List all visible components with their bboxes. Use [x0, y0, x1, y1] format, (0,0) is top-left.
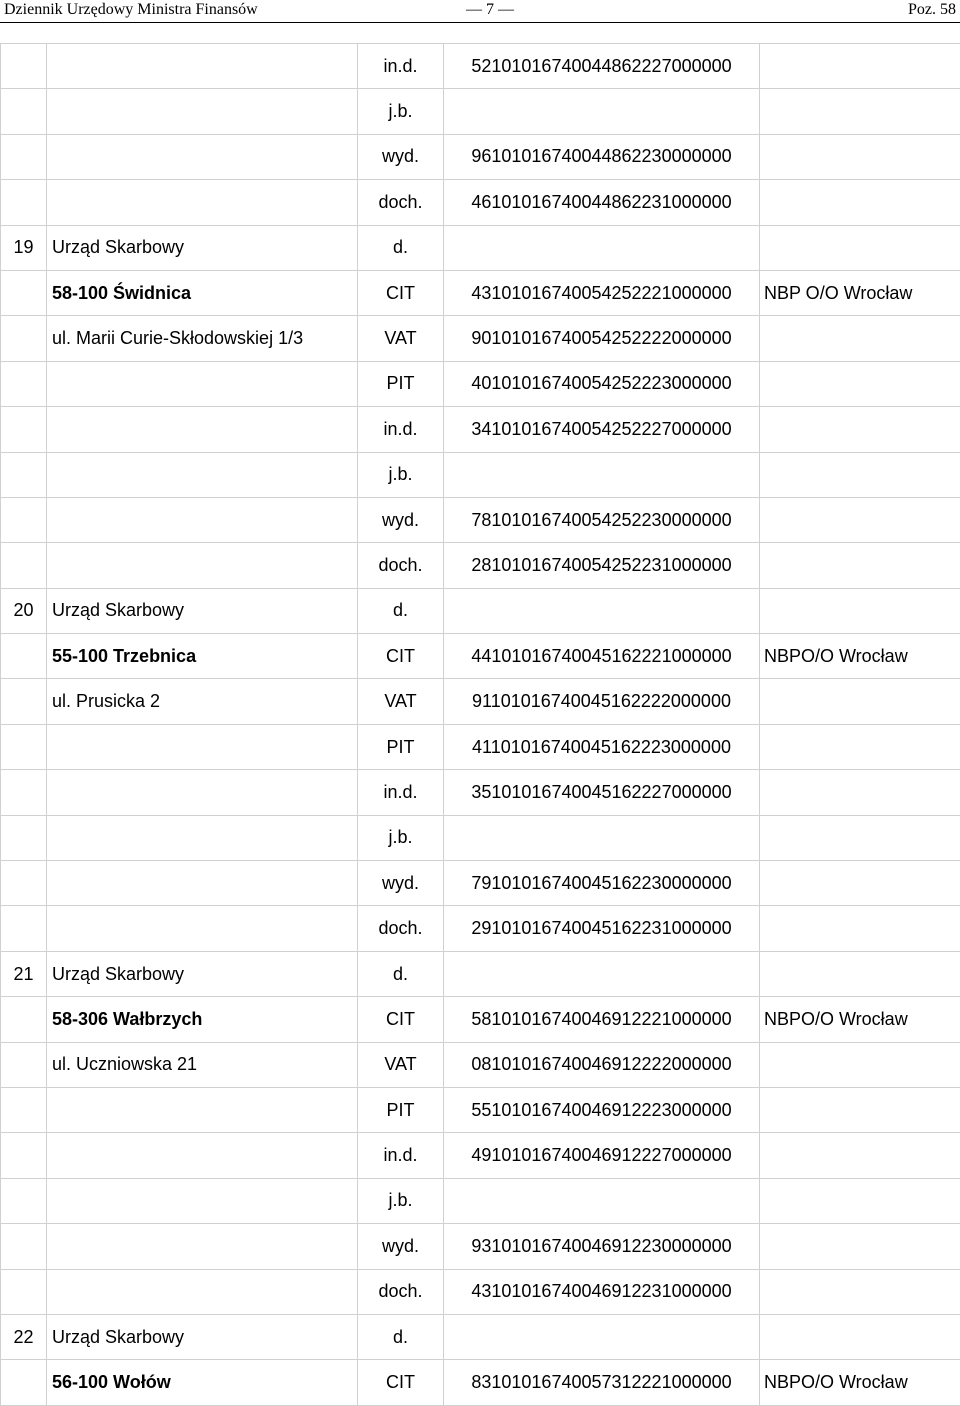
- table-row: [1, 1178, 960, 1223]
- tax-code: PIT: [358, 1087, 444, 1132]
- table-row: [1, 679, 960, 724]
- table-row: [1, 724, 960, 769]
- table-row: [1, 1360, 960, 1405]
- bank-name: [760, 724, 960, 769]
- account-number: [444, 1178, 760, 1223]
- tax-code: j.b.: [358, 452, 444, 497]
- table-row: [1, 407, 960, 452]
- tax-code: CIT: [358, 1360, 444, 1405]
- account-number: 35101016740045162227000000: [444, 770, 760, 815]
- account-number: [444, 951, 760, 996]
- table-row: [1, 180, 960, 225]
- office-name: [47, 497, 358, 542]
- bank-name: [760, 89, 960, 134]
- office-number: [1, 316, 47, 361]
- table-row: [1, 270, 960, 315]
- bank-name: NBPO/O Wrocław: [760, 1360, 960, 1405]
- office-number: [1, 1178, 47, 1223]
- office-number: 21: [1, 951, 47, 996]
- table-row: [1, 997, 960, 1042]
- office-name: [47, 1133, 358, 1178]
- tax-code: in.d.: [358, 44, 444, 89]
- tax-code: VAT: [358, 1042, 444, 1087]
- table-row: [1, 44, 960, 89]
- tax-code: PIT: [358, 361, 444, 406]
- tax-code: VAT: [358, 679, 444, 724]
- bank-name: [760, 497, 960, 542]
- tax-code: in.d.: [358, 770, 444, 815]
- office-number: [1, 1224, 47, 1269]
- account-number: 29101016740045162231000000: [444, 906, 760, 951]
- office-number: [1, 634, 47, 679]
- bank-name: [760, 180, 960, 225]
- page-number: — 7 —: [466, 1, 514, 19]
- table-row: [1, 89, 960, 134]
- office-number: 22: [1, 1314, 47, 1359]
- table-row: [1, 497, 960, 542]
- account-number: 79101016740045162230000000: [444, 861, 760, 906]
- account-number: 43101016740046912231000000: [444, 1269, 760, 1314]
- account-number: [444, 588, 760, 633]
- bank-name: [760, 1178, 960, 1223]
- account-number: [444, 1314, 760, 1359]
- office-address: ul. Prusicka 2: [47, 679, 358, 724]
- office-number: [1, 815, 47, 860]
- office-number: [1, 1042, 47, 1087]
- tax-code: CIT: [358, 634, 444, 679]
- account-number: [444, 452, 760, 497]
- office-address: ul. Marii Curie-Skłodowskiej 1/3: [47, 316, 358, 361]
- office-number: [1, 44, 47, 89]
- tax-code: wyd.: [358, 497, 444, 542]
- bank-name: [760, 543, 960, 588]
- office-number: [1, 89, 47, 134]
- table-row: [1, 134, 960, 179]
- bank-name: [760, 770, 960, 815]
- bank-name: [760, 588, 960, 633]
- account-number: [444, 815, 760, 860]
- office-number: [1, 407, 47, 452]
- office-number: [1, 1133, 47, 1178]
- office-name: [47, 180, 358, 225]
- office-number: 20: [1, 588, 47, 633]
- table-row: [1, 225, 960, 270]
- office-number: [1, 543, 47, 588]
- table-row: [1, 316, 960, 361]
- position-number: Poz. 58: [908, 1, 956, 19]
- office-number: [1, 361, 47, 406]
- table-row: [1, 1314, 960, 1359]
- tax-code: wyd.: [358, 134, 444, 179]
- journal-title: Dziennik Urzędowy Ministra Finansów: [4, 1, 258, 19]
- bank-name: [760, 861, 960, 906]
- bank-name: [760, 361, 960, 406]
- tax-code: j.b.: [358, 1178, 444, 1223]
- bank-name: [760, 1224, 960, 1269]
- table-row: [1, 1133, 960, 1178]
- account-number: 93101016740046912230000000: [444, 1224, 760, 1269]
- account-number: 49101016740046912227000000: [444, 1133, 760, 1178]
- office-number: [1, 679, 47, 724]
- account-number: 43101016740054252221000000: [444, 270, 760, 315]
- tax-code: d.: [358, 588, 444, 633]
- account-number: 28101016740054252231000000: [444, 543, 760, 588]
- office-number: [1, 1269, 47, 1314]
- table-row: [1, 1087, 960, 1132]
- tax-code: j.b.: [358, 89, 444, 134]
- office-number: [1, 134, 47, 179]
- tax-code: doch.: [358, 543, 444, 588]
- bank-name: [760, 316, 960, 361]
- table-row: [1, 543, 960, 588]
- bank-name: [760, 679, 960, 724]
- tax-code: CIT: [358, 997, 444, 1042]
- bank-name: NBPO/O Wrocław: [760, 997, 960, 1042]
- bank-name: [760, 906, 960, 951]
- table-row: [1, 452, 960, 497]
- table-row: [1, 361, 960, 406]
- office-city: 56-100 Wołów: [47, 1360, 358, 1405]
- account-number: 40101016740054252223000000: [444, 361, 760, 406]
- tax-code: doch.: [358, 1269, 444, 1314]
- bank-name: [760, 134, 960, 179]
- account-number: 55101016740046912223000000: [444, 1087, 760, 1132]
- office-number: [1, 180, 47, 225]
- office-name: Urząd Skarbowy: [47, 225, 358, 270]
- account-number: [444, 225, 760, 270]
- tax-code: doch.: [358, 180, 444, 225]
- office-name: [47, 134, 358, 179]
- bank-name: [760, 1314, 960, 1359]
- office-name: [47, 407, 358, 452]
- tax-code: wyd.: [358, 861, 444, 906]
- account-number: 46101016740044862231000000: [444, 180, 760, 225]
- tax-code: d.: [358, 1314, 444, 1359]
- office-number: [1, 724, 47, 769]
- account-number: 91101016740045162222000000: [444, 679, 760, 724]
- account-number: 34101016740054252227000000: [444, 407, 760, 452]
- tax-code: j.b.: [358, 815, 444, 860]
- office-number: [1, 906, 47, 951]
- office-name: [47, 861, 358, 906]
- account-number: 83101016740057312221000000: [444, 1360, 760, 1405]
- table-row: [1, 588, 960, 633]
- office-name: [47, 1224, 358, 1269]
- tax-code: in.d.: [358, 1133, 444, 1178]
- office-city: 58-100 Świdnica: [47, 270, 358, 315]
- bank-name: NBP O/O Wrocław: [760, 270, 960, 315]
- office-number: [1, 270, 47, 315]
- bank-name: [760, 815, 960, 860]
- account-number: 96101016740044862230000000: [444, 134, 760, 179]
- office-number: [1, 452, 47, 497]
- table-row: [1, 951, 960, 996]
- office-name: [47, 44, 358, 89]
- office-number: [1, 497, 47, 542]
- office-name: [47, 452, 358, 497]
- office-number: [1, 1087, 47, 1132]
- account-number: 78101016740054252230000000: [444, 497, 760, 542]
- office-name: [47, 361, 358, 406]
- account-number: 90101016740054252222000000: [444, 316, 760, 361]
- account-number: 52101016740044862227000000: [444, 44, 760, 89]
- office-number: [1, 770, 47, 815]
- account-number: [444, 89, 760, 134]
- accounts-table: [0, 43, 960, 1406]
- office-number: [1, 997, 47, 1042]
- tax-code: wyd.: [358, 1224, 444, 1269]
- office-number: [1, 861, 47, 906]
- bank-name: [760, 452, 960, 497]
- office-name: Urząd Skarbowy: [47, 1314, 358, 1359]
- office-name: [47, 1087, 358, 1132]
- table-row: [1, 634, 960, 679]
- tax-code: VAT: [358, 316, 444, 361]
- tax-code: CIT: [358, 270, 444, 315]
- table-row: [1, 1042, 960, 1087]
- office-name: [47, 543, 358, 588]
- bank-name: [760, 1087, 960, 1132]
- office-number: 19: [1, 225, 47, 270]
- table-row: [1, 1269, 960, 1314]
- office-name: [47, 906, 358, 951]
- table-row: [1, 1224, 960, 1269]
- office-name: Urząd Skarbowy: [47, 588, 358, 633]
- bank-name: [760, 1133, 960, 1178]
- table-row: [1, 815, 960, 860]
- office-name: [47, 770, 358, 815]
- office-name: [47, 89, 358, 134]
- tax-code: PIT: [358, 724, 444, 769]
- office-name: [47, 1178, 358, 1223]
- office-address: ul. Uczniowska 21: [47, 1042, 358, 1087]
- office-name: [47, 724, 358, 769]
- office-city: 55-100 Trzebnica: [47, 634, 358, 679]
- office-city: 58-306 Wałbrzych: [47, 997, 358, 1042]
- account-number: 08101016740046912222000000: [444, 1042, 760, 1087]
- table-row: [1, 861, 960, 906]
- tax-code: d.: [358, 951, 444, 996]
- tax-code: doch.: [358, 906, 444, 951]
- office-number: [1, 1360, 47, 1405]
- bank-name: [760, 407, 960, 452]
- bank-name: NBPO/O Wrocław: [760, 634, 960, 679]
- account-number: 58101016740046912221000000: [444, 997, 760, 1042]
- tax-code: in.d.: [358, 407, 444, 452]
- page-header: [0, 0, 960, 23]
- bank-name: [760, 225, 960, 270]
- bank-name: [760, 1042, 960, 1087]
- office-name: [47, 1269, 358, 1314]
- bank-name: [760, 1269, 960, 1314]
- bank-name: [760, 44, 960, 89]
- table-row: [1, 906, 960, 951]
- office-name: [47, 815, 358, 860]
- account-number: 44101016740045162221000000: [444, 634, 760, 679]
- table-row: [1, 770, 960, 815]
- office-name: Urząd Skarbowy: [47, 951, 358, 996]
- tax-code: d.: [358, 225, 444, 270]
- bank-name: [760, 951, 960, 996]
- account-number: 41101016740045162223000000: [444, 724, 760, 769]
